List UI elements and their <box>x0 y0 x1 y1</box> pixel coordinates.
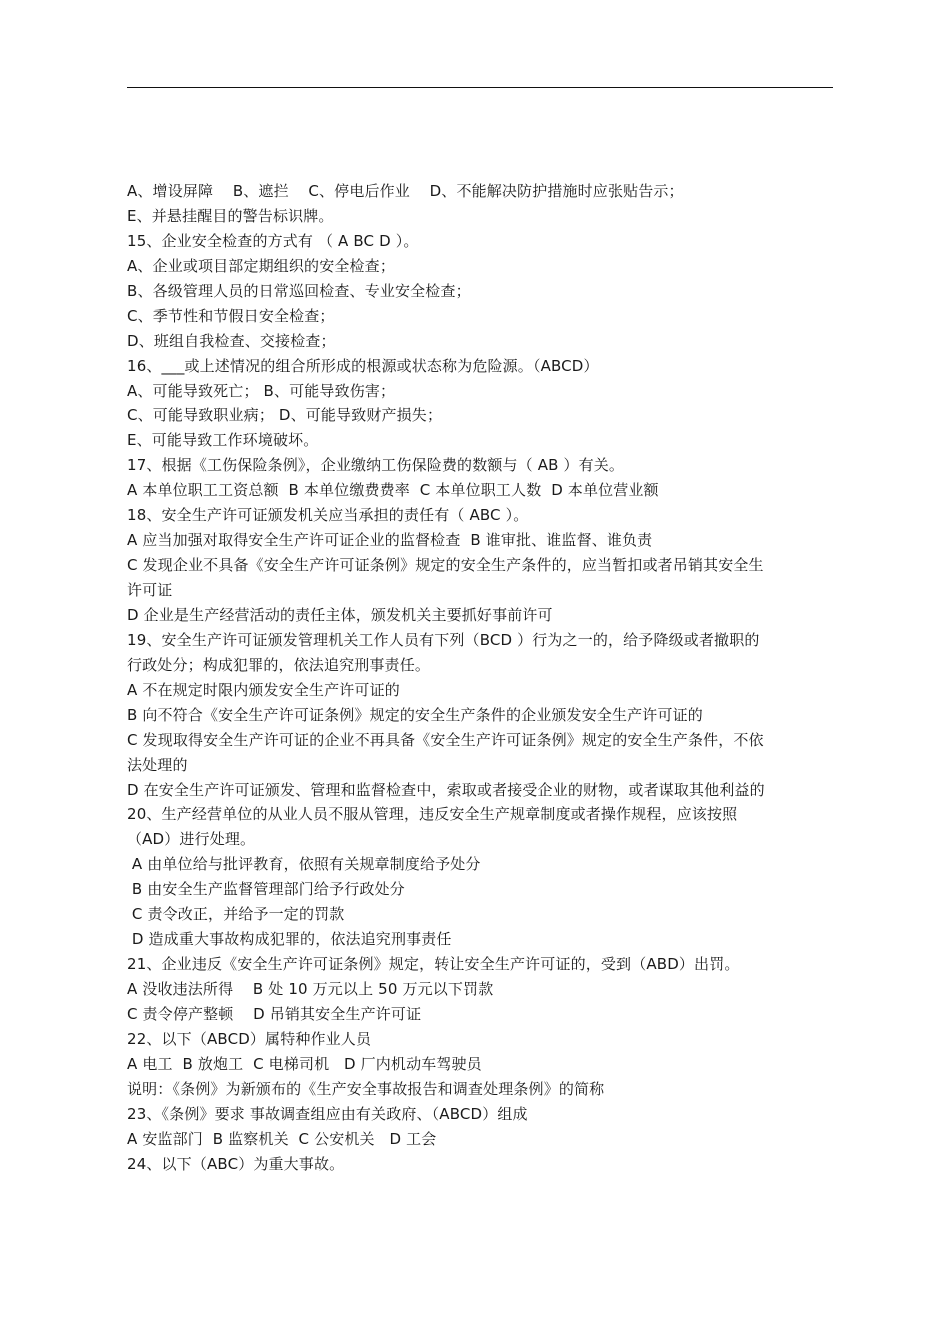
text-line: B 由安全生产监督管理部门给予行政处分 <box>127 880 405 899</box>
text-line: A 没收违法所得 B 处 10 万元以上 50 万元以下罚款 <box>127 980 494 998</box>
question-line: 21、企业违反《安全生产许可证条例》规定，转让安全生产许可证的，受到（ABD）出罚。 <box>127 955 740 974</box>
text-line: E、并悬挂醒目的警告标识牌。 <box>127 206 334 225</box>
text-line: C 发现企业不具备《安全生产许可证条例》规定的安全生产条件的，应当暂扣或者吊销其安全生 <box>127 556 764 575</box>
text-line: A、企业或项目部定期组织的安全检查； <box>127 256 395 275</box>
question-line: 23、《条例》要求 事故调查组应由有关政府、（ABCD）组成 <box>127 1104 528 1123</box>
text-line: D 企业是生产经营活动的责任主体，颁发机关主要抓好事前许可 <box>127 605 553 624</box>
text-line: C 发现取得安全生产许可证的企业不再具备《安全生产许可证条例》规定的安全生产条件，不依 <box>127 730 764 749</box>
text-line: A 本单位职工工资总额 B 本单位缴费费率 C 本单位职工人数 D 本单位营业额 <box>127 481 659 500</box>
text-line: D 在安全生产许可证颁发、管理和监督检查中，索取或者接受企业的财物，或者谋取其他利益的 <box>127 780 765 799</box>
question-line: 16、___或上述情况的组合所形成的根源或状态称为危险源。（ABCD） <box>127 356 599 375</box>
question-line: 20、生产经营单位的从业人员不服从管理，违反安全生产规章制度或者操作规程，应该按照 <box>127 805 738 824</box>
text-line: C 责令停产整顿 D 吊销其安全生产许可证 <box>127 1004 422 1023</box>
text-line: C 责令改正，并给予一定的罚款 <box>127 905 345 924</box>
text-line: A 电工 B 放炮工 C 电梯司机 D 厂内机动车驾驶员 <box>127 1054 482 1073</box>
question-line: 22、以下（ABCD）属特种作业人员 <box>127 1029 372 1048</box>
question-line: 15、企业安全检查的方式有 （ A BC D ）。 <box>127 231 419 250</box>
text-line: 法处理的 <box>127 755 188 774</box>
note-line: 说明：《条例》为新颁布的《生产安全事故报告和调查处理条例》的简称 <box>127 1079 605 1098</box>
question-line: 17、根据《工伤保险条例》，企业缴纳工伤保险费的数额与（ AB ）有关。 <box>127 456 625 475</box>
text-line: D、班组自我检查、交接检查； <box>127 331 336 350</box>
text-line: A、可能导致死亡； B、可能导致伤害； <box>127 381 396 400</box>
text-line: B、各级管理人员的日常巡回检查、专业安全检查； <box>127 281 471 300</box>
question-line: 24、以下（ABC）为重大事故。 <box>127 1154 345 1173</box>
text-line: C、可能导致职业病； D、可能导致财产损失； <box>127 406 443 425</box>
text-line: 许可证 <box>127 581 173 599</box>
document-body <box>127 179 837 1177</box>
text-line: A 安监部门 B 监察机关 C 公安机关 D 工会 <box>127 1129 437 1148</box>
text-line: B 向不符合《安全生产许可证条例》规定的安全生产条件的企业颁发安全生产许可证的 <box>127 705 703 724</box>
text-line: E、可能导致工作环境破坏。 <box>127 431 319 450</box>
question-line: 18、安全生产许可证颁发机关应当承担的责任有（ ABC ）。 <box>127 506 529 525</box>
text-line: C、季节性和节假日安全检查； <box>127 306 335 325</box>
text-line: D 造成重大事故构成犯罪的，依法追究刑事责任 <box>127 930 452 949</box>
text-line: A、增设屏障 B、遮拦 C、停电后作业 D、不能解决防护措施时应张贴告示； <box>127 182 684 200</box>
text-line: A 应当加强对取得安全生产许可证企业的监督检查 B 谁审批、谁监督、谁负责 <box>127 531 653 550</box>
text-line: 行政处分；构成犯罪的，依法追究刑事责任。 <box>127 655 431 674</box>
text-line: A 由单位给与批评教育，依照有关规章制度给予处分 <box>127 855 481 874</box>
text-line: A 不在规定时限内颁发安全生产许可证的 <box>127 680 400 699</box>
header-rule <box>127 87 833 88</box>
text-line: （AD）进行处理。 <box>127 830 256 849</box>
question-line: 19、安全生产许可证颁发管理机关工作人员有下列（BCD ）行为之一的，给予降级或者撤职的 <box>127 630 760 649</box>
